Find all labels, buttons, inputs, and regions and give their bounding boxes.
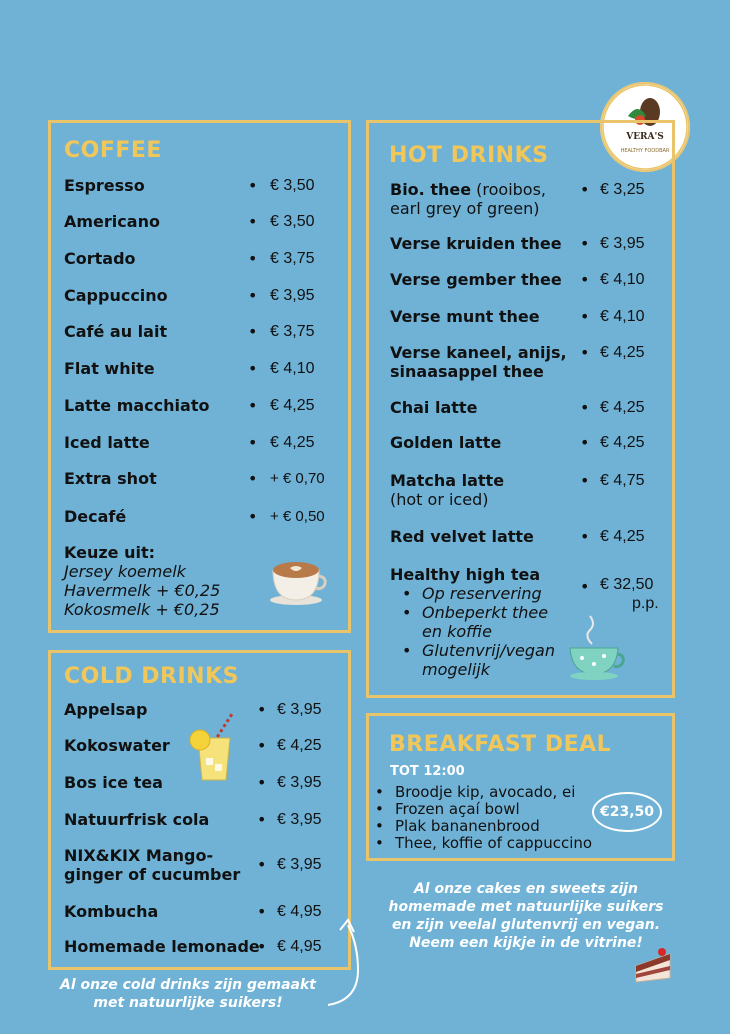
coffee-item-price: € 4,25: [270, 434, 315, 451]
cold-drink-item-name: Natuurfrisk cola: [64, 810, 210, 829]
coffee-item-price: € 3,50: [270, 177, 315, 194]
high-tea-price-unit: p.p.: [632, 595, 659, 612]
bullet: •: [257, 855, 267, 874]
hot-drink-item: [390, 398, 670, 438]
hot-drink-item-name: Verse kruiden thee: [390, 234, 562, 253]
hot-drink-item: [390, 180, 670, 220]
breakfast-title: BREAKFAST DEAL: [389, 732, 612, 757]
logo-tagline: HEALTHY FOODBAR: [620, 148, 670, 154]
bullet: •: [257, 937, 267, 956]
cake-slice-icon: [632, 944, 674, 986]
cold-drinks-note: [48, 976, 328, 1012]
bullet: •: [580, 307, 590, 326]
cold-drink-item: [64, 937, 344, 977]
high-tea-point: en koffie: [422, 622, 492, 641]
hot-drink-item-price: € 4,25: [600, 344, 645, 361]
bullet: •: [248, 507, 258, 526]
bullet: •: [580, 398, 590, 417]
bullet: •: [257, 902, 267, 921]
cold-drinks-title: COLD DRINKS: [64, 664, 239, 689]
bullet: •: [580, 433, 590, 452]
high-tea-name: Healthy high tea: [390, 565, 541, 584]
cakes-note: [376, 880, 676, 952]
hot-drink-item-name: Chai latte: [390, 398, 478, 417]
hot-drink-item: [390, 270, 670, 310]
coffee-item-price: € 3,50: [270, 213, 315, 230]
hot-drink-item-price: € 4,25: [600, 434, 645, 451]
high-tea-price: € 32,50: [600, 576, 654, 593]
coffee-item-price: € 4,10: [270, 360, 315, 377]
hot-drinks-title: HOT DRINKS: [389, 143, 549, 168]
coffee-item: [64, 322, 344, 362]
cold-drink-item-price: € 4,95: [277, 903, 322, 920]
hot-drink-item-name: Matcha latte (hot or iced): [390, 471, 505, 509]
coffee-item-name: Decafé: [64, 507, 127, 526]
cold-drink-item-name: NIX&KIX Mango- ginger of cucumber: [64, 846, 241, 884]
coffee-cup-icon: [268, 556, 328, 606]
bullet: •: [580, 234, 590, 253]
hot-drink-item-price: € 3,95: [600, 235, 645, 252]
choice-item: Jersey koemelk: [64, 562, 186, 581]
hot-drink-item-price: € 4,25: [600, 528, 645, 545]
bullet: •: [248, 249, 258, 268]
hot-drink-item: [390, 433, 670, 473]
choice-item: Havermelk + €0,25: [64, 581, 221, 600]
bullet: •: [580, 343, 590, 362]
cakes-note-line: Al onze cakes en sweets zijn: [413, 881, 639, 897]
cold-drink-item-name: Bos ice tea: [64, 773, 163, 792]
breakfast-price: €23,50: [599, 804, 655, 820]
cold-drink-item-name: Appelsap: [64, 700, 148, 719]
coffee-item-name: Extra shot: [64, 469, 157, 488]
bullet: •: [580, 527, 590, 546]
bullet: •: [248, 176, 258, 195]
bullet: •: [580, 270, 590, 289]
arrow-icon: [318, 910, 368, 1010]
bullet: •: [248, 469, 258, 488]
cold-drink-item-name: Kokoswater: [64, 736, 170, 755]
hot-drink-item-price: € 4,10: [600, 308, 645, 325]
cold-drink-item: [64, 810, 344, 850]
coffee-item-name: Latte macchiato: [64, 396, 210, 415]
hot-drink-item: [390, 343, 670, 383]
hot-drink-item-price: € 4,10: [600, 271, 645, 288]
bullet: •: [257, 736, 267, 755]
hot-drink-item-name: Verse munt thee: [390, 307, 540, 326]
cold-drink-item-price: € 4,95: [277, 938, 322, 955]
coffee-item: [64, 396, 344, 436]
hot-drink-item-name: Red velvet latte: [390, 527, 534, 546]
cold-drink-item-price: € 4,25: [277, 737, 322, 754]
cold-drink-item-price: € 3,95: [277, 774, 322, 791]
hot-drink-item-name: Golden latte: [390, 433, 502, 452]
high-tea: [390, 565, 570, 679]
high-tea-point: • Op reservering: [402, 584, 542, 603]
coffee-item-price: + € 0,50: [270, 508, 325, 525]
bullet: •: [248, 322, 258, 341]
bullet: •: [580, 577, 590, 596]
bullet: •: [248, 396, 258, 415]
coffee-item-name: Americano: [64, 212, 160, 231]
bullet: •: [248, 359, 258, 378]
bullet: •: [257, 773, 267, 792]
hot-drink-item-price: € 4,75: [600, 472, 645, 489]
hot-drink-item-name: Verse gember thee: [390, 270, 562, 289]
breakfast-time: TOT 12:00: [390, 764, 465, 779]
breakfast-item: • Broodje kip, avocado, ei: [375, 783, 576, 801]
hot-drink-item: [390, 234, 670, 274]
high-tea-point: • Onbeperkt thee: [402, 603, 549, 622]
hot-drink-item-name: Bio. thee (rooibos, earl grey of green): [390, 180, 547, 218]
bullet: •: [248, 212, 258, 231]
logo-name: VERA'S: [626, 132, 664, 142]
coffee-item: [64, 469, 344, 509]
high-tea-point: • Glutenvrij/vegan: [402, 641, 555, 660]
coffee-item-price: € 3,95: [270, 287, 315, 304]
hot-drink-item-price: € 4,25: [600, 399, 645, 416]
bullet: •: [257, 700, 267, 719]
cold-drinks-note-line: met natuurlijke suikers!: [93, 995, 283, 1011]
cold-drink-item-price: € 3,95: [277, 811, 322, 828]
cold-drink-item-price: € 3,95: [277, 701, 322, 718]
cold-drink-item-name: Homemade lemonade: [64, 937, 260, 956]
cakes-note-line: homemade met natuurlijke suikers: [388, 899, 664, 915]
coffee-item-name: Cortado: [64, 249, 136, 268]
hot-drink-item: [390, 307, 670, 347]
coffee-item-price: € 3,75: [270, 250, 315, 267]
hot-drink-item: [390, 527, 670, 567]
bullet: •: [257, 810, 267, 829]
bullet: •: [580, 471, 590, 490]
coffee-item-price: € 3,75: [270, 323, 315, 340]
coffee-title: COFFEE: [64, 138, 162, 163]
coffee-item: [64, 359, 344, 399]
hot-drink-item-name: Verse kaneel, anijs, sinaasappel thee: [390, 343, 567, 381]
cakes-note-line: Neem een kijkje in de vitrine!: [409, 935, 643, 951]
coffee-item-price: + € 0,70: [270, 470, 325, 487]
coffee-item-name: Cappuccino: [64, 286, 168, 305]
high-tea-point: mogelijk: [422, 660, 490, 679]
choice-title: Keuze uit:: [64, 543, 156, 562]
coffee-item-name: Iced latte: [64, 433, 150, 452]
coffee-item: [64, 212, 344, 252]
coffee-item-price: € 4,25: [270, 397, 315, 414]
cold-drink-item: [64, 846, 344, 886]
coffee-item: [64, 249, 344, 289]
cold-drinks-note-line: Al onze cold drinks zijn gemaakt: [59, 977, 317, 993]
hot-drink-item-price: € 3,25: [600, 181, 645, 198]
coffee-item: [64, 176, 344, 216]
cold-drink-item: [64, 902, 344, 942]
choice-block: [64, 543, 264, 619]
cakes-note-line: en zijn veelal glutenvrij en vegan.: [391, 917, 661, 933]
choice-item: Kokosmelk + €0,25: [64, 600, 220, 619]
breakfast-items: [375, 784, 592, 852]
coffee-item: [64, 433, 344, 473]
bullet: •: [248, 433, 258, 452]
cold-drink-item-price: € 3,95: [277, 856, 322, 873]
teacup-icon: [566, 612, 626, 682]
cold-drink-item-name: Kombucha: [64, 902, 159, 921]
breakfast-item: • Frozen açaí bowl: [375, 800, 520, 818]
coffee-item-name: Espresso: [64, 176, 145, 195]
bullet: •: [248, 286, 258, 305]
coffee-item: [64, 286, 344, 326]
breakfast-item: • Plak bananenbrood: [375, 817, 540, 835]
breakfast-price-badge: [592, 792, 662, 832]
breakfast-item: • Thee, koffie of cappuccino: [375, 834, 593, 852]
bullet: •: [580, 180, 590, 199]
hot-drink-item: [390, 471, 670, 511]
coffee-item: [64, 507, 344, 547]
coffee-item-name: Flat white: [64, 359, 155, 378]
lemonade-glass-icon: [186, 712, 238, 782]
coffee-item-name: Café au lait: [64, 322, 168, 341]
